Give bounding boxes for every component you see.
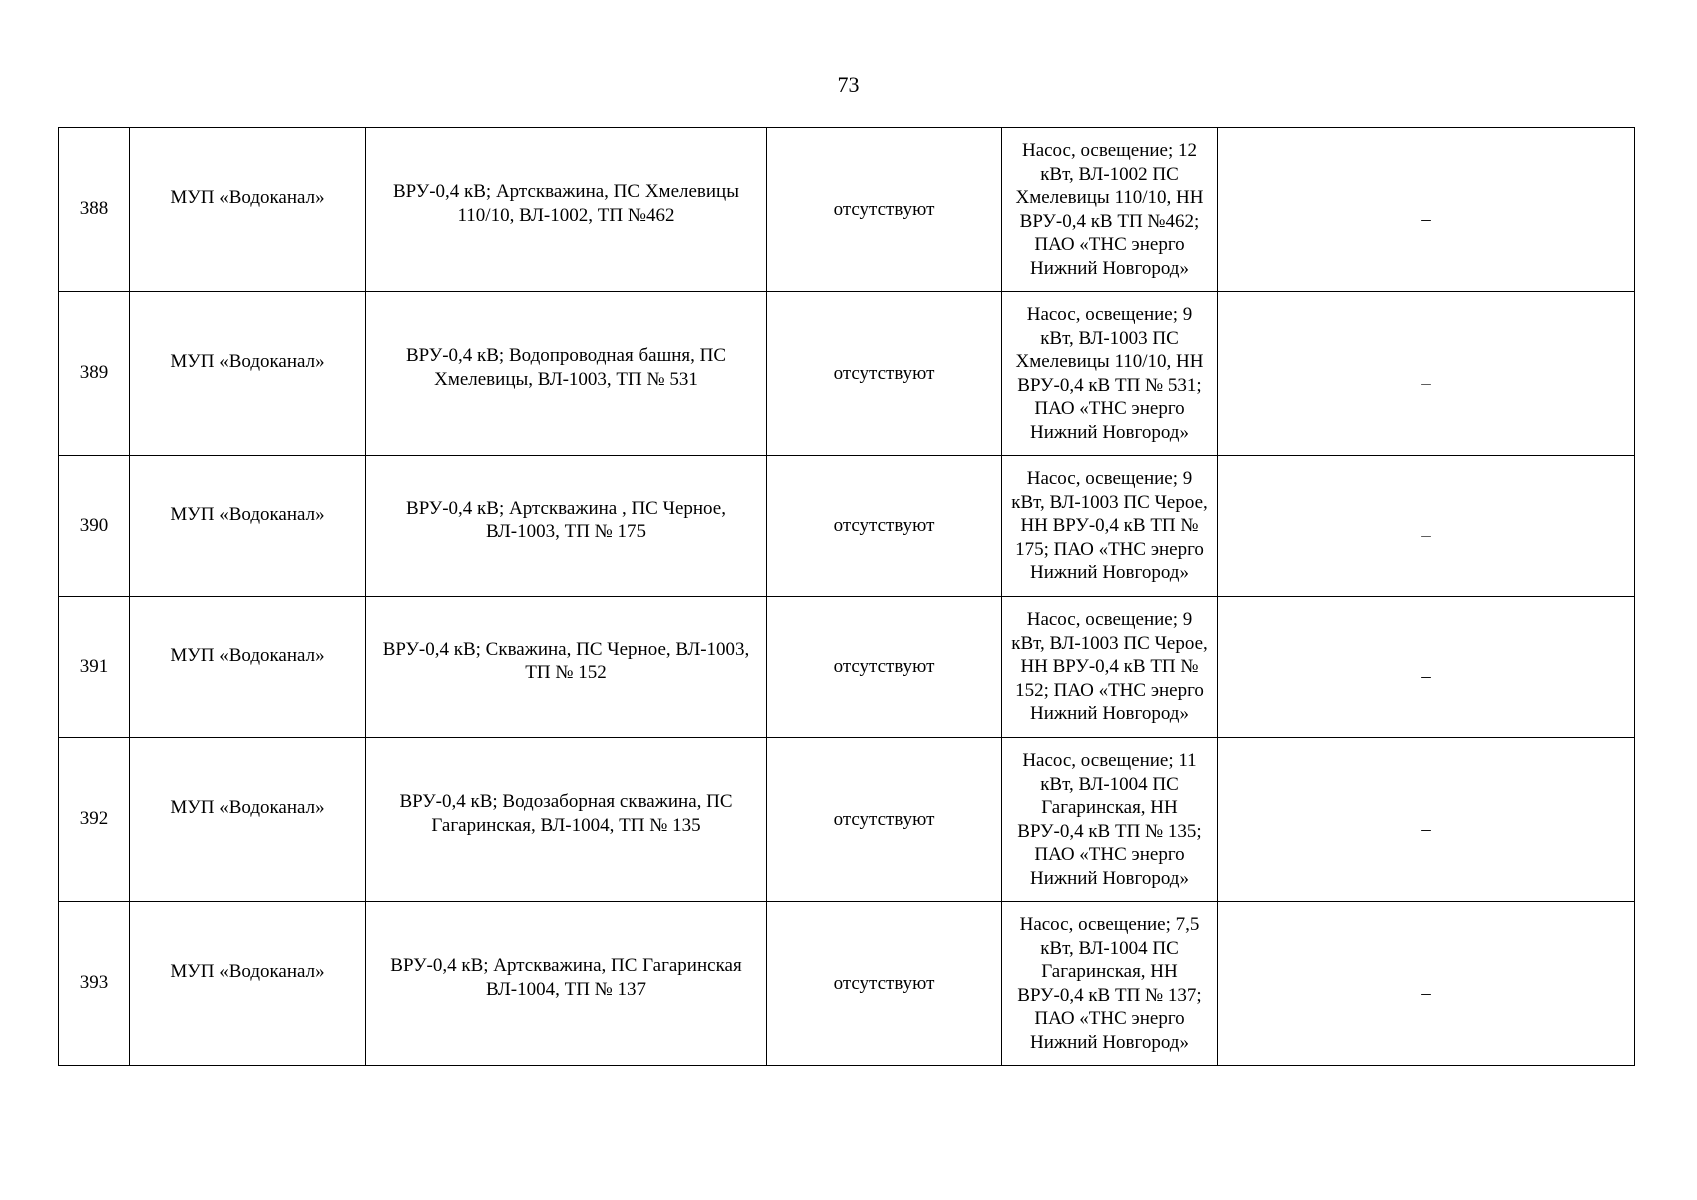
table-row (59, 456, 1635, 597)
connection-point: ВРУ-0,4 кВ; Артскважина , ПС Черное, ВЛ-1003, ТП № 175 (366, 456, 767, 597)
status-cell: отсутствуют (767, 902, 1002, 1066)
status-cell: отсутствуют (767, 738, 1002, 902)
table-row (59, 292, 1635, 456)
note-cell: – (1218, 902, 1635, 1066)
row-number: 392 (59, 738, 130, 902)
organization-name: МУП «Водоканал» (130, 292, 366, 456)
equipment-description: Насос, освещение; 7,5 кВт, ВЛ-1004 ПС Гагаринская, НН ВРУ-0,4 кВ ТП № 137; ПАО «ТНС энерго Нижний Новгород» (1002, 902, 1218, 1066)
note-cell: – (1218, 292, 1635, 456)
status-cell: отсутствуют (767, 292, 1002, 456)
organization-name: МУП «Водоканал» (130, 128, 366, 292)
equipment-description: Насос, освещение; 9 кВт, ВЛ-1003 ПС Черое, НН ВРУ-0,4 кВ ТП № 152; ПАО «ТНС энерго Нижний Новгород» (1002, 597, 1218, 738)
table-row (59, 128, 1635, 292)
equipment-description: Насос, освещение; 9 кВт, ВЛ-1003 ПС Черое, НН ВРУ-0,4 кВ ТП № 175; ПАО «ТНС энерго Нижний Новгород» (1002, 456, 1218, 597)
row-number: 393 (59, 902, 130, 1066)
equipment-description: Насос, освещение; 11 кВт, ВЛ-1004 ПС Гагаринская, НН ВРУ-0,4 кВ ТП № 135; ПАО «ТНС энерго Нижний Новгород» (1002, 738, 1218, 902)
note-cell: – (1218, 456, 1635, 597)
note-cell: – (1218, 597, 1635, 738)
table-row (59, 902, 1635, 1066)
row-number: 390 (59, 456, 130, 597)
status-cell: отсутствуют (767, 597, 1002, 738)
power-supply-table (58, 127, 1635, 1066)
equipment-description: Насос, освещение; 12 кВт, ВЛ-1002 ПС Хмелевицы 110/10, НН ВРУ-0,4 кВ ТП №462; ПАО «ТНС энерго Нижний Новгород» (1002, 128, 1218, 292)
organization-name: МУП «Водоканал» (130, 738, 366, 902)
connection-point: ВРУ-0,4 кВ; Артскважина, ПС Гагаринская ВЛ-1004, ТП № 137 (366, 902, 767, 1066)
note-cell: – (1218, 128, 1635, 292)
connection-point: ВРУ-0,4 кВ; Скважина, ПС Черное, ВЛ-1003, ТП № 152 (366, 597, 767, 738)
row-number: 389 (59, 292, 130, 456)
row-number: 391 (59, 597, 130, 738)
page-number: 73 (837, 72, 860, 97)
status-cell: отсутствуют (767, 128, 1002, 292)
connection-point: ВРУ-0,4 кВ; Артскважина, ПС Хмелевицы 110/10, ВЛ-1002, ТП №462 (366, 128, 767, 292)
organization-name: МУП «Водоканал» (130, 902, 366, 1066)
table-row (59, 738, 1635, 902)
note-cell: – (1218, 738, 1635, 902)
equipment-description: Насос, освещение; 9 кВт, ВЛ-1003 ПС Хмелевицы 110/10, НН ВРУ-0,4 кВ ТП № 531; ПАО «ТНС энерго Нижний Новгород» (1002, 292, 1218, 456)
row-number: 388 (59, 128, 130, 292)
status-cell: отсутствуют (767, 456, 1002, 597)
organization-name: МУП «Водоканал» (130, 456, 366, 597)
table-row (59, 597, 1635, 738)
organization-name: МУП «Водоканал» (130, 597, 366, 738)
connection-point: ВРУ-0,4 кВ; Водозаборная скважина, ПС Гагаринская, ВЛ-1004, ТП № 135 (366, 738, 767, 902)
connection-point: ВРУ-0,4 кВ; Водопроводная башня, ПС Хмелевицы, ВЛ-1003, ТП № 531 (366, 292, 767, 456)
